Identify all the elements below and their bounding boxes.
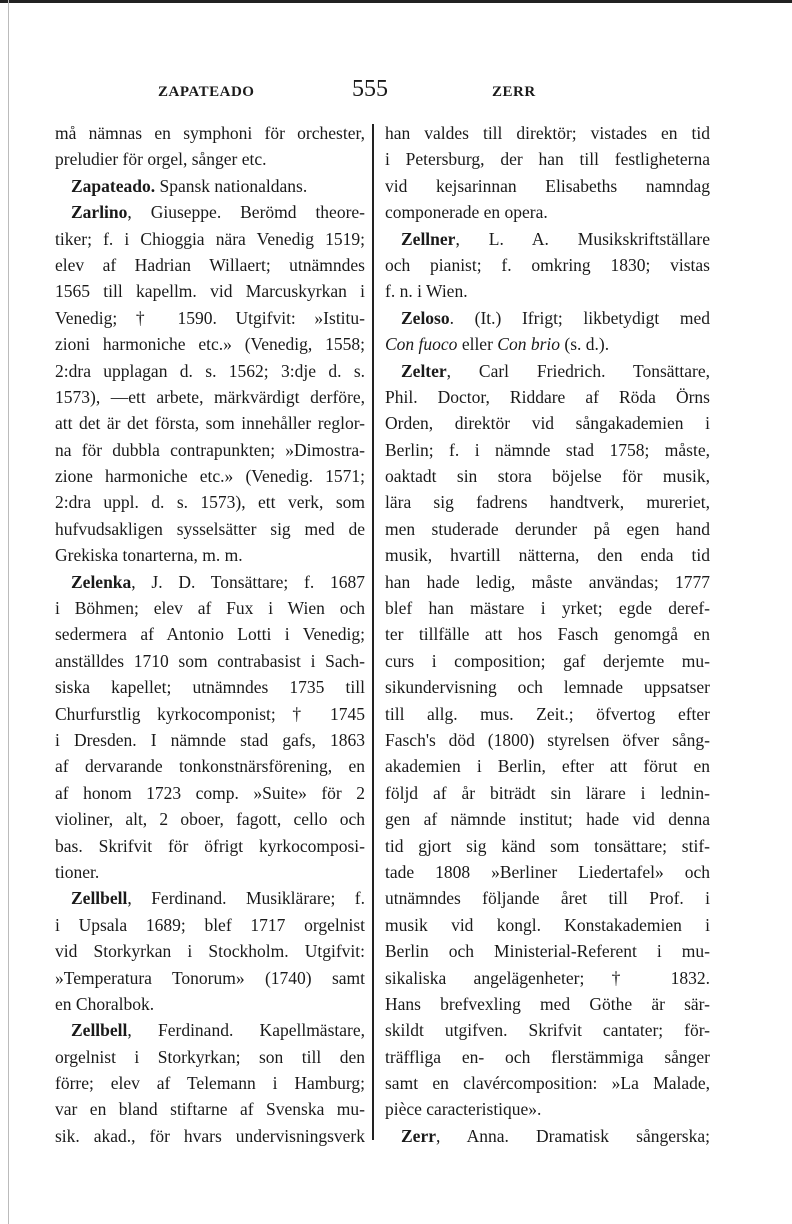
line-text: 1573), —ett arbete, märkvärdigt derföre, bbox=[55, 386, 365, 407]
line-text: till allg. mus. Zeit.; öfvertog efter bbox=[385, 703, 710, 724]
text-line bbox=[55, 595, 365, 621]
line-text: akademien i Berlin, efter att förut en bbox=[385, 756, 710, 777]
line-text: orgelnist i Storkyrkan; son till den bbox=[55, 1046, 365, 1067]
line-text: elev af Hadrian Willaert; utnämndes bbox=[55, 254, 365, 275]
entry-heading-line bbox=[385, 1123, 710, 1149]
entry-term: Zeloso bbox=[401, 307, 450, 328]
text-line bbox=[55, 780, 365, 806]
line-text: bas. Skrifvit för öfrigt kyrkocomposi- bbox=[55, 835, 365, 856]
line-text: eller bbox=[457, 334, 498, 355]
text-line bbox=[385, 199, 710, 225]
text-line bbox=[385, 965, 710, 991]
italic-term: Con fuoco bbox=[385, 334, 458, 355]
line-text: Phil. Doctor, Riddare af Röda Örns bbox=[385, 386, 710, 407]
text-line bbox=[385, 780, 710, 806]
line-text: zione harmoniche etc.» (Venedig. 1571; bbox=[55, 466, 365, 487]
text-line bbox=[55, 701, 365, 727]
text-line bbox=[55, 1044, 365, 1070]
text-line bbox=[385, 621, 710, 647]
line-text: i Petersburg, der han till festligheterna bbox=[385, 149, 710, 170]
text-line bbox=[385, 806, 710, 832]
text-line bbox=[385, 569, 710, 595]
line-text: sik. akad., för hvars undervisningsverk bbox=[55, 1125, 365, 1146]
line-text: na för dubbla contrapunkten; »Dimostra- bbox=[55, 439, 365, 460]
text-line bbox=[55, 542, 365, 568]
line-text: följd af år biträdt sin lärare i lednin- bbox=[385, 782, 710, 803]
entry-term: Zapateado. bbox=[71, 175, 156, 196]
line-text: Hans brefvexling med Göthe är sär- bbox=[385, 993, 710, 1014]
text-line bbox=[55, 252, 365, 278]
text-line bbox=[385, 252, 710, 278]
line-text: Berlin och Ministerial-Referent i mu- bbox=[385, 941, 710, 962]
text-line bbox=[55, 516, 365, 542]
text-line bbox=[385, 516, 710, 542]
line-text: blef han mästare i yrket; egde deref- bbox=[385, 598, 710, 619]
line-text: musik, hvartill nätterna, den enda tid bbox=[385, 545, 710, 566]
text-line bbox=[55, 806, 365, 832]
text-line bbox=[385, 278, 710, 304]
text-line bbox=[55, 146, 365, 172]
line-text: i Böhmen; elev af Fux i Wien och bbox=[55, 598, 365, 619]
line-text: samt en clavércomposition: »La Malade, bbox=[385, 1073, 710, 1094]
text-line bbox=[55, 621, 365, 647]
text-line bbox=[385, 542, 710, 568]
text-line bbox=[55, 991, 365, 1017]
line-text: af dervarande tonkonstnärsförening, en bbox=[55, 756, 365, 777]
left-column bbox=[55, 120, 365, 1149]
line-text: ter tillfälle att hos Fasch genomgå en bbox=[385, 624, 710, 645]
text-line bbox=[55, 912, 365, 938]
text-line bbox=[385, 1044, 710, 1070]
text-line bbox=[55, 727, 365, 753]
entry-heading-line bbox=[55, 1017, 365, 1043]
text-line bbox=[55, 463, 365, 489]
line-text: . (It.) Ifrigt; likbetydigt med bbox=[449, 307, 710, 328]
right-column bbox=[385, 120, 710, 1149]
text-line bbox=[385, 912, 710, 938]
line-text: tiker; f. i Chioggia nära Venedig 1519; bbox=[55, 228, 365, 249]
line-text: pièce caracteristique». bbox=[385, 1099, 542, 1120]
entry-term: Zerr bbox=[401, 1125, 436, 1146]
line-text: , L. A. Musikskriftställare bbox=[455, 228, 710, 249]
entry-heading-line bbox=[55, 173, 365, 199]
text-line bbox=[55, 384, 365, 410]
page-edge bbox=[8, 0, 9, 1224]
line-text: utnämndes följande året till Prof. i bbox=[385, 888, 710, 909]
entry-term: Zarlino bbox=[71, 202, 128, 223]
line-text: han hade ledig, måste användas; 1777 bbox=[385, 571, 710, 592]
running-head-left: ZAPATEADO bbox=[158, 84, 255, 100]
line-text: må nämnas en symphoni för orchester, bbox=[55, 123, 365, 143]
text-line bbox=[55, 965, 365, 991]
text-line bbox=[385, 173, 710, 199]
line-text: tid gjort sig känd som tonsättare; stif- bbox=[385, 835, 710, 856]
text-line bbox=[385, 885, 710, 911]
text-line bbox=[385, 120, 710, 146]
line-text: skildt utgifven. Skrifvit cantater; för- bbox=[385, 1020, 710, 1041]
line-text: curs i composition; gaf derjemte mu- bbox=[385, 650, 710, 671]
line-text: gen af nämnde institut; hade vid denna bbox=[385, 809, 710, 830]
entry-heading-line bbox=[385, 226, 710, 252]
text-line bbox=[385, 701, 710, 727]
italic-term: Con brio bbox=[497, 334, 561, 355]
line-text: , Ferdinand. Kapellmästare, bbox=[127, 1020, 365, 1041]
text-line bbox=[385, 463, 710, 489]
text-line bbox=[385, 727, 710, 753]
text-line bbox=[55, 226, 365, 252]
entry-heading-line bbox=[385, 358, 710, 384]
line-text: zioni harmoniche etc.» (Venedig, 1558; bbox=[55, 334, 365, 355]
text-line bbox=[55, 753, 365, 779]
line-text: 2:dra upplagan d. s. 1562; 3:dje d. s. bbox=[55, 360, 365, 381]
line-text: , Giuseppe. Berömd theore- bbox=[127, 202, 365, 223]
text-line bbox=[55, 1123, 365, 1149]
text-line bbox=[385, 753, 710, 779]
text-line bbox=[55, 278, 365, 304]
text-line bbox=[385, 410, 710, 436]
line-text: Venedig; † 1590. Utgifvit: »Istitu- bbox=[55, 307, 365, 328]
text-line bbox=[385, 437, 710, 463]
line-text: , Anna. Dramatisk sångerska; bbox=[435, 1125, 710, 1146]
line-text: 1565 till kapellm. vid Marcuskyrkan i bbox=[55, 281, 365, 302]
line-text: hufvudsakligen sysselsätter sig med de bbox=[55, 518, 365, 539]
line-text: tade 1808 »Berliner Liedertafel» och bbox=[385, 861, 710, 882]
entry-term: Zellner bbox=[401, 228, 456, 249]
text-line bbox=[55, 833, 365, 859]
text-line bbox=[385, 331, 710, 357]
line-text: han valdes till direktör; vistades en tid bbox=[385, 123, 710, 143]
line-text: sikaliska angelägenheter; † 1832. bbox=[385, 967, 710, 988]
entry-heading-line bbox=[55, 199, 365, 225]
line-text: anställdes 1710 som contrabasist i Sach- bbox=[55, 650, 365, 671]
text-line bbox=[385, 859, 710, 885]
line-text: , Ferdinand. Musiklärare; f. bbox=[127, 888, 365, 909]
page-top-border bbox=[0, 0, 792, 3]
column-divider bbox=[372, 124, 374, 1140]
line-text: men studerade derunder på egen hand bbox=[385, 518, 710, 539]
line-text: i Upsala 1689; blef 1717 orgelnist bbox=[55, 914, 365, 935]
line-text: , J. D. Tonsättare; f. 1687 bbox=[131, 571, 365, 592]
text-line bbox=[385, 648, 710, 674]
text-line bbox=[55, 1070, 365, 1096]
line-text: Spansk nationaldans. bbox=[155, 175, 308, 196]
text-line bbox=[55, 859, 365, 885]
text-line bbox=[55, 437, 365, 463]
text-line bbox=[385, 1070, 710, 1096]
text-line bbox=[385, 595, 710, 621]
line-text: componerade en opera. bbox=[385, 202, 548, 223]
text-line bbox=[55, 358, 365, 384]
line-text: musik vid kongl. Konstakademien i bbox=[385, 914, 710, 935]
line-text: lära sig fadrens handtverk, mureriet, bbox=[385, 492, 710, 513]
text-line bbox=[55, 410, 365, 436]
text-line bbox=[55, 489, 365, 515]
line-text: sikundervisning och lemnade uppsatser bbox=[385, 677, 710, 698]
line-text: siska kapellet; utnämndes 1735 till bbox=[55, 677, 365, 698]
line-text: träffliga en- och flerstämmiga sånger bbox=[385, 1046, 710, 1067]
entry-term: Zellbell bbox=[71, 888, 128, 909]
line-text: en Choralbok. bbox=[55, 993, 155, 1014]
line-text: vid kejsarinnan Elisabeths namndag bbox=[385, 175, 710, 196]
line-text: sedermera af Antonio Lotti i Venedig; bbox=[55, 624, 365, 645]
line-text: vid Storkyrkan i Stockholm. Utgifvit: bbox=[55, 941, 365, 962]
entry-heading-line bbox=[385, 305, 710, 331]
text-line bbox=[55, 305, 365, 331]
entry-heading-line bbox=[55, 569, 365, 595]
text-line bbox=[55, 331, 365, 357]
line-text: f. n. i Wien. bbox=[385, 281, 468, 302]
line-text: af honom 1723 comp. »Suite» för 2 bbox=[55, 782, 365, 803]
line-text: och pianist; f. omkring 1830; vistas bbox=[385, 254, 710, 275]
line-text: Fasch's död (1800) styrelsen öfver sång- bbox=[385, 729, 710, 750]
text-line bbox=[385, 1017, 710, 1043]
line-text: Berlin; f. i nämnde stad 1758; måste, bbox=[385, 439, 710, 460]
text-line bbox=[385, 146, 710, 172]
text-line bbox=[55, 674, 365, 700]
line-text: var en bland stiftarne af Svenska mu- bbox=[55, 1099, 365, 1120]
text-line bbox=[55, 938, 365, 964]
line-text: (s. d.). bbox=[560, 334, 610, 355]
line-text: preludier för orgel, sånger etc. bbox=[55, 149, 267, 170]
entry-term: Zellbell bbox=[71, 1020, 128, 1041]
running-head-right: ZERR bbox=[492, 84, 536, 100]
text-line bbox=[385, 991, 710, 1017]
text-line bbox=[55, 1096, 365, 1122]
entry-heading-line bbox=[55, 885, 365, 911]
text-line bbox=[385, 674, 710, 700]
line-text: Churfurstlig kyrkocomponist; † 1745 bbox=[55, 703, 365, 724]
entry-term: Zelenka bbox=[71, 571, 132, 592]
line-text: tioner. bbox=[55, 861, 100, 882]
line-text: Orden, direktör vid sångakademien i bbox=[385, 413, 710, 434]
line-text: violiner, alt, 2 oboer, fagott, cello och bbox=[55, 809, 365, 830]
line-text: Grekiska tonarterna, m. m. bbox=[55, 545, 243, 566]
line-text: i Dresden. I nämnde stad gafs, 1863 bbox=[55, 729, 365, 750]
line-text: att det är det första, som innehåller reglor- bbox=[55, 413, 365, 434]
text-line bbox=[385, 938, 710, 964]
text-line bbox=[385, 384, 710, 410]
text-line bbox=[385, 1096, 710, 1122]
text-line bbox=[55, 120, 365, 146]
line-text: oaktadt sin stora böjelse för musik, bbox=[385, 466, 710, 487]
line-text: »Temperatura Tonorum» (1740) samt bbox=[55, 967, 365, 988]
line-text: , Carl Friedrich. Tonsättare, bbox=[446, 360, 710, 381]
text-line bbox=[385, 833, 710, 859]
entry-term: Zelter bbox=[401, 360, 447, 381]
line-text: förre; elev af Telemann i Hamburg; bbox=[55, 1073, 365, 1094]
line-text: 2:dra uppl. d. s. 1573), ett verk, som bbox=[55, 492, 365, 513]
text-line bbox=[55, 648, 365, 674]
text-line bbox=[385, 489, 710, 515]
page-number: 555 bbox=[352, 76, 388, 102]
